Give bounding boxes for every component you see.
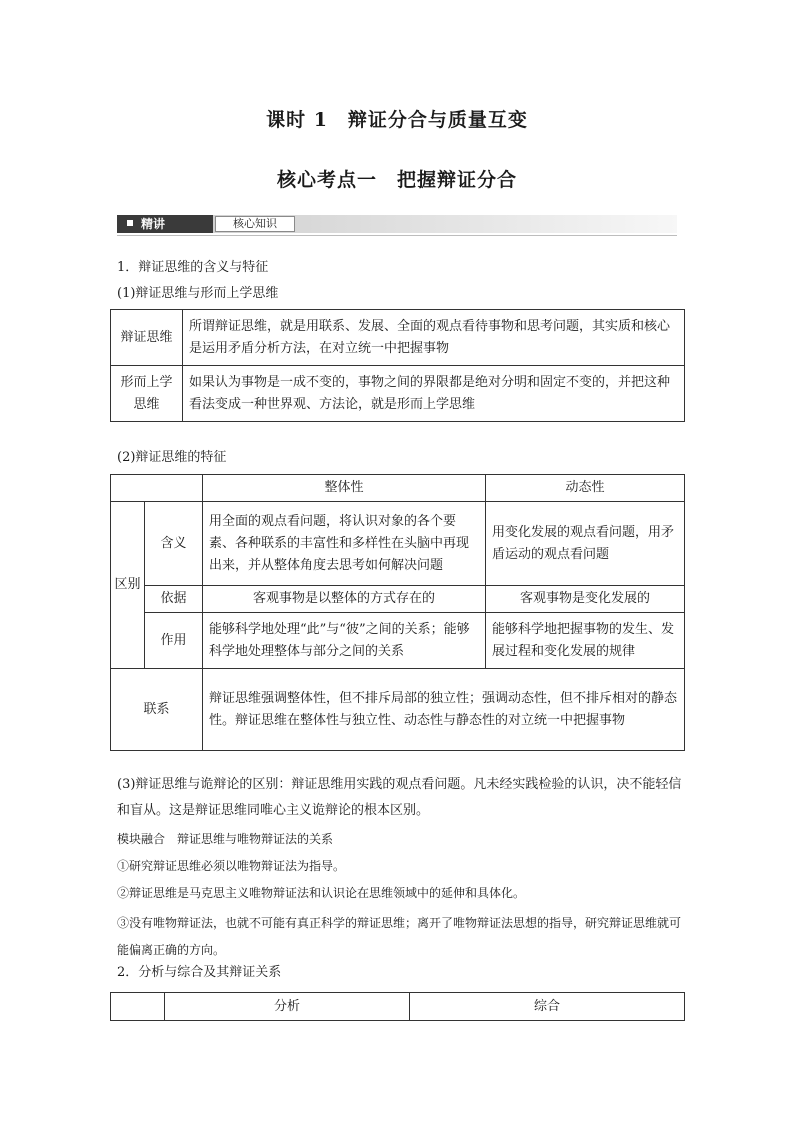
table-row — [111, 475, 685, 502]
table-row — [111, 310, 685, 366]
banner-tag: 精讲 — [117, 215, 213, 233]
table-cell: 客观事物是以整体的方式存在的 — [203, 586, 486, 613]
square-icon — [127, 220, 133, 226]
table-header: 综合 — [410, 993, 685, 1021]
table-group-label: 区别 — [111, 502, 145, 669]
table-cell: 如果认为事物是一成不变的，事物之间的界限都是绝对分明和固定不变的，并把这种看法变成一种世界观、方法论，就是形而上学思维 — [183, 366, 685, 422]
sec1-heading: 1．辩证思维的含义与特征 — [117, 260, 269, 275]
sec1-sub1: (1)辩证思维与形而上学思维 — [117, 286, 279, 301]
module-item: ①研究辩证思维必须以唯物辩证法为指导。 — [117, 859, 346, 873]
table-cell: 辩证思维强调整体性，但不排斥局部的独立性；强调动态性，但不排斥相对的静态性。辩证思维在整体性与独立性、动态性与静态性的对立统一中把握事物 — [203, 669, 685, 751]
table-row-label: 含义 — [145, 502, 203, 586]
table-row — [111, 669, 685, 751]
table-header: 分析 — [165, 993, 410, 1021]
features-table — [110, 474, 685, 751]
section-title: 核心考点一 把握辩证分合 — [276, 169, 517, 191]
table-cell-head: 形而上学思维 — [111, 366, 183, 422]
table-cell: 用变化发展的观点看问题，用矛盾运动的观点看问题 — [486, 502, 685, 586]
table-cell: 能够科学地把握事物的发生、发展过程和变化发展的规律 — [486, 613, 685, 669]
table-cell-empty — [111, 993, 165, 1021]
table-row — [111, 613, 685, 669]
sec2-heading: 2．分析与综合及其辩证关系 — [117, 965, 282, 980]
table-row — [111, 586, 685, 613]
table-cell: 用全面的观点看问题，将认识对象的各个要素、各种联系的丰富性和多样性在头脑中再现出来，并从整体角度去思考如何解决问题 — [203, 502, 486, 586]
analysis-synthesis-table — [110, 992, 685, 1021]
table-cell-head: 辩证思维 — [111, 310, 183, 366]
banner-label: 核心知识 — [215, 216, 295, 232]
table-cell-empty — [111, 475, 203, 502]
table-cell: 客观事物是变化发展的 — [486, 586, 685, 613]
module-item: ②辩证思维是马克思主义唯物辩证法和认识论在思维领域中的延伸和具体化。 — [117, 886, 526, 900]
section-banner — [117, 215, 677, 233]
sec1-sub2: (2)辩证思维的特征 — [117, 450, 227, 465]
table-row-label: 作用 — [145, 613, 203, 669]
table-row-label: 依据 — [145, 586, 203, 613]
table-row-label: 联系 — [111, 669, 203, 751]
thinking-compare-table — [110, 309, 685, 422]
table-header: 动态性 — [486, 475, 685, 502]
table-row — [111, 366, 685, 422]
module-title: 模块融合 辩证思维与唯物辩证法的关系 — [117, 832, 334, 846]
table-row — [111, 502, 685, 586]
table-row — [111, 993, 685, 1021]
table-cell: 所谓辩证思维，就是用联系、发展、全面的观点看待事物和思考问题，其实质和核心是运用矛盾分析方法，在对立统一中把握事物 — [183, 310, 685, 366]
sec1-sub3: (3)辩证思维与诡辩论的区别：辩证思维用实践的观点看问题。凡未经实践检验的认识，决不能轻信和盲从。这是辩证思维同唯心主义诡辩论的根本区别。 — [117, 777, 682, 818]
banner-divider — [117, 235, 677, 236]
module-item: ③没有唯物辩证法，也就不可能有真正科学的辩证思维；离开了唯物辩证法思想的指导，研究辩证思维就可能偏离正确的方向。 — [117, 916, 682, 957]
lesson-title: 课时 1 辩证分合与质量互变 — [266, 109, 528, 131]
table-header: 整体性 — [203, 475, 486, 502]
table-cell: 能够科学地处理“此”与“彼”之间的关系；能够科学地处理整体与部分之间的关系 — [203, 613, 486, 669]
